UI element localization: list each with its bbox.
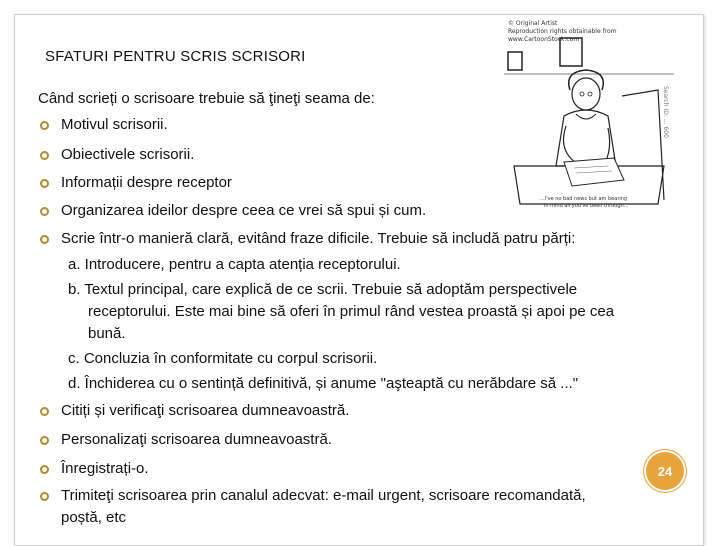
list-item: Trimiteţi scrisoarea prin canalul adecvat: e-mail urgent, scrisoare recomandată, (61, 487, 586, 504)
list-item: Citiți și verificaţi scrisoarea dumneavoastră. (61, 402, 350, 419)
cartoon-caption: ...I've no bad news but am bearing (540, 196, 628, 202)
cartoon-artist-signature: Search ID: ... 600 (662, 86, 669, 138)
bullet-icon (40, 465, 49, 474)
list-item: Obiectivele scrisorii. (61, 146, 195, 163)
bullet-icon (40, 436, 49, 445)
slide-title: SFATURI PENTRU SCRIS SCRISORI (45, 48, 306, 65)
list-item: Înregistrați-o. (61, 460, 149, 477)
list-item: Organizarea ideilor despre ceea ce vrei să spui și cum. (61, 202, 427, 219)
page-number-badge: 24 (646, 452, 684, 490)
sub-item: d. Închiderea cu o sentință definitivă, și anume "aşteaptă cu nerăbdare să ..." (68, 375, 579, 392)
sub-item: b. Textul principal, care explică de ce scrii. Trebuie să adoptăm perspectivele (68, 281, 578, 298)
list-item: Scrie într-o manieră clară, evitând fraze dificile. Trebuie să includă patru părți: (61, 230, 576, 247)
bullet-icon (40, 121, 49, 130)
bullet-icon (40, 207, 49, 216)
cartoon-credit-line: © Original Artist (508, 20, 558, 27)
cartoon-credit-line: Reproduction rights obtainable from (508, 28, 617, 35)
bullet-icon (40, 179, 49, 188)
sub-item: a. Introducere, pentru a capta atenția receptorului. (68, 256, 401, 273)
list-item: Informații despre receptor (61, 174, 232, 191)
letter-writing-cartoon (504, 16, 674, 212)
bullet-icon (40, 151, 49, 160)
sub-item-continuation: bună. (88, 325, 126, 342)
sub-item-continuation: receptorului. Este mai bine să oferi în primul rând vestea proastă și apoi pe cea (88, 303, 615, 320)
sub-item: c. Concluzia în conformitate cu corpul scrisorii. (68, 350, 378, 367)
bullet-icon (40, 235, 49, 244)
intro-text: Când scrieți o scrisoare trebuie să ţineţi seama de: (38, 90, 375, 107)
bullet-icon (40, 407, 49, 416)
cartoon-credit-line: www.CartoonStock.com (508, 36, 580, 43)
cartoon-caption: in mind all you've been through... (544, 203, 629, 209)
list-item: Motivul scrisorii. (61, 116, 168, 133)
bullet-icon (40, 492, 49, 501)
list-item-continuation: poștă, etc (61, 509, 127, 526)
list-item: Personalizaţi scrisoarea dumneavoastră. (61, 431, 332, 448)
